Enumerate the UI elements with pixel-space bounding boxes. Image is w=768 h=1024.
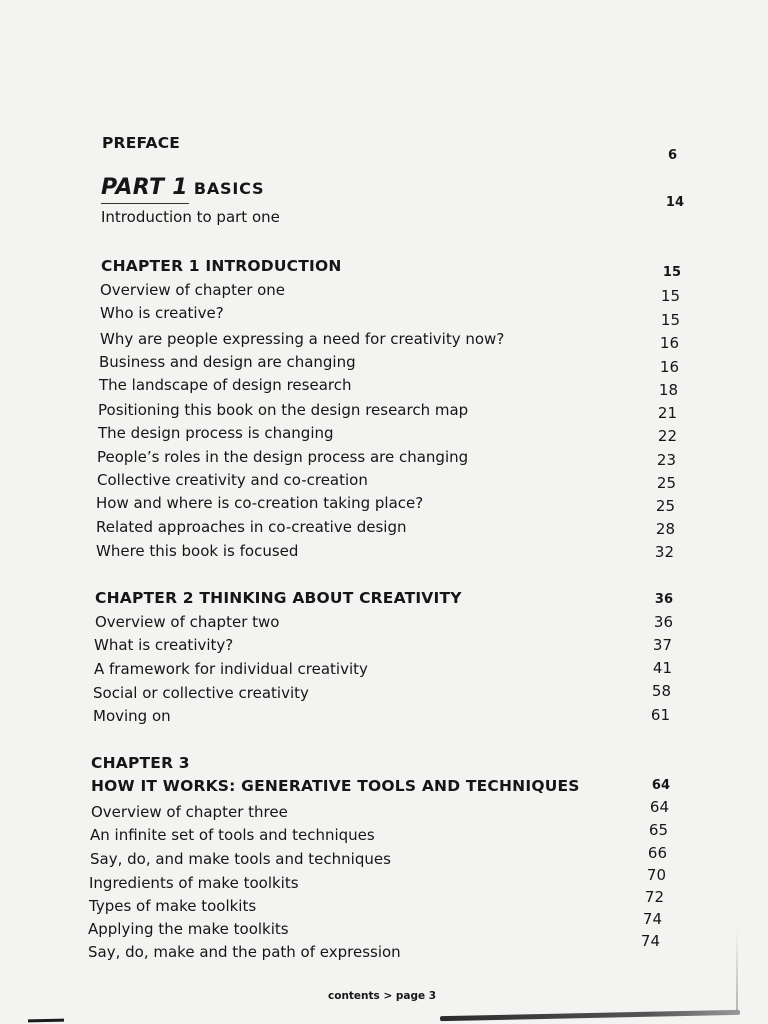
- toc-entry: What is creativity?: [94, 636, 234, 654]
- toc-entry: A framework for individual creativity: [94, 660, 368, 678]
- toc-entry: Collective creativity and co-creation: [97, 471, 368, 489]
- toc-entry: Overview of chapter three: [91, 803, 288, 821]
- toc-page-number: 61: [650, 706, 670, 724]
- toc-entry: How and where is co-creation taking place?: [96, 494, 424, 512]
- toc-page-number: 64: [649, 798, 669, 816]
- toc-entry: Why are people expressing a need for creativity now?: [100, 330, 505, 348]
- scan-edge-shadow-side: [736, 930, 738, 1010]
- toc-page-number: 70: [646, 866, 666, 884]
- part-1-intro: Introduction to part one: [101, 208, 280, 226]
- toc-page-number: 15: [660, 287, 680, 305]
- toc-entry: Types of make toolkits: [89, 897, 257, 915]
- toc-page-number: 15: [660, 311, 680, 329]
- toc-entry: Positioning this book on the design research map: [98, 401, 469, 419]
- page-footer: contents > page 3: [328, 990, 437, 1002]
- toc-entry: Moving on: [93, 707, 171, 725]
- toc-page-number: 21: [657, 404, 677, 422]
- scan-edge-shadow-left: [28, 1019, 64, 1023]
- toc-entry: Applying the make toolkits: [88, 920, 289, 938]
- toc-page-number: 58: [651, 682, 671, 700]
- preface-page-number: 6: [667, 148, 677, 163]
- toc-entry: An infinite set of tools and techniques: [90, 826, 375, 844]
- part-1-label: PART 1: [101, 175, 188, 200]
- toc-page-number: 66: [647, 844, 667, 862]
- toc-entry: The design process is changing: [98, 424, 334, 442]
- part-1-title: BASICS: [193, 179, 265, 198]
- toc-page-number: 25: [656, 474, 676, 492]
- toc-page-number: 65: [648, 821, 668, 839]
- toc-page-number: 16: [659, 334, 679, 352]
- part-1-underline: [101, 203, 189, 204]
- toc-entry: Say, do, make and the path of expression: [88, 943, 401, 961]
- chapter-3-heading: CHAPTER 3: [91, 754, 190, 772]
- toc-entry: Where this book is focused: [96, 542, 299, 560]
- toc-entry: People’s roles in the design process are changing: [97, 448, 469, 466]
- chapter-3-page-number: 64: [651, 778, 670, 793]
- toc-page-number: 74: [642, 910, 662, 928]
- toc-entry: Related approaches in co-creative design: [96, 518, 407, 536]
- scan-edge-shadow-right: [440, 1010, 740, 1021]
- toc-page-number: 16: [659, 358, 679, 376]
- toc-page-number: 25: [655, 497, 675, 515]
- preface-heading: PREFACE: [102, 134, 181, 152]
- toc-entry: Overview of chapter two: [95, 613, 280, 631]
- chapter-3-subheading: HOW IT WORKS: GENERATIVE TOOLS AND TECHNIQUES: [91, 777, 580, 795]
- toc-entry: Ingredients of make toolkits: [89, 874, 299, 892]
- toc-page-number: 36: [653, 613, 673, 631]
- part-1-page-number: 14: [665, 195, 684, 210]
- toc-page-number: 18: [658, 381, 678, 399]
- toc-page-number: 37: [652, 636, 672, 654]
- toc-entry: Social or collective creativity: [93, 684, 309, 702]
- toc-page-number: 74: [640, 932, 660, 950]
- toc-page-number: 72: [644, 888, 664, 906]
- toc-page-number: 32: [654, 543, 674, 561]
- toc-entry: Who is creative?: [100, 304, 224, 322]
- chapter-2-heading: CHAPTER 2 THINKING ABOUT CREATIVITY: [95, 589, 462, 607]
- toc-entry: Overview of chapter one: [100, 281, 286, 299]
- toc-entry: Business and design are changing: [99, 353, 356, 371]
- chapter-2-page-number: 36: [654, 592, 673, 607]
- chapter-1-page-number: 15: [662, 265, 681, 280]
- toc-page-number: 41: [652, 659, 672, 677]
- toc-entry: The landscape of design research: [99, 376, 352, 394]
- toc-page-number: 22: [657, 427, 677, 445]
- part-1-heading: [101, 175, 264, 200]
- chapter-1-heading: CHAPTER 1 INTRODUCTION: [101, 257, 342, 275]
- toc-page-number: 23: [656, 451, 676, 469]
- toc-page-number: 28: [655, 520, 675, 538]
- toc-entry: Say, do, and make tools and techniques: [90, 850, 391, 868]
